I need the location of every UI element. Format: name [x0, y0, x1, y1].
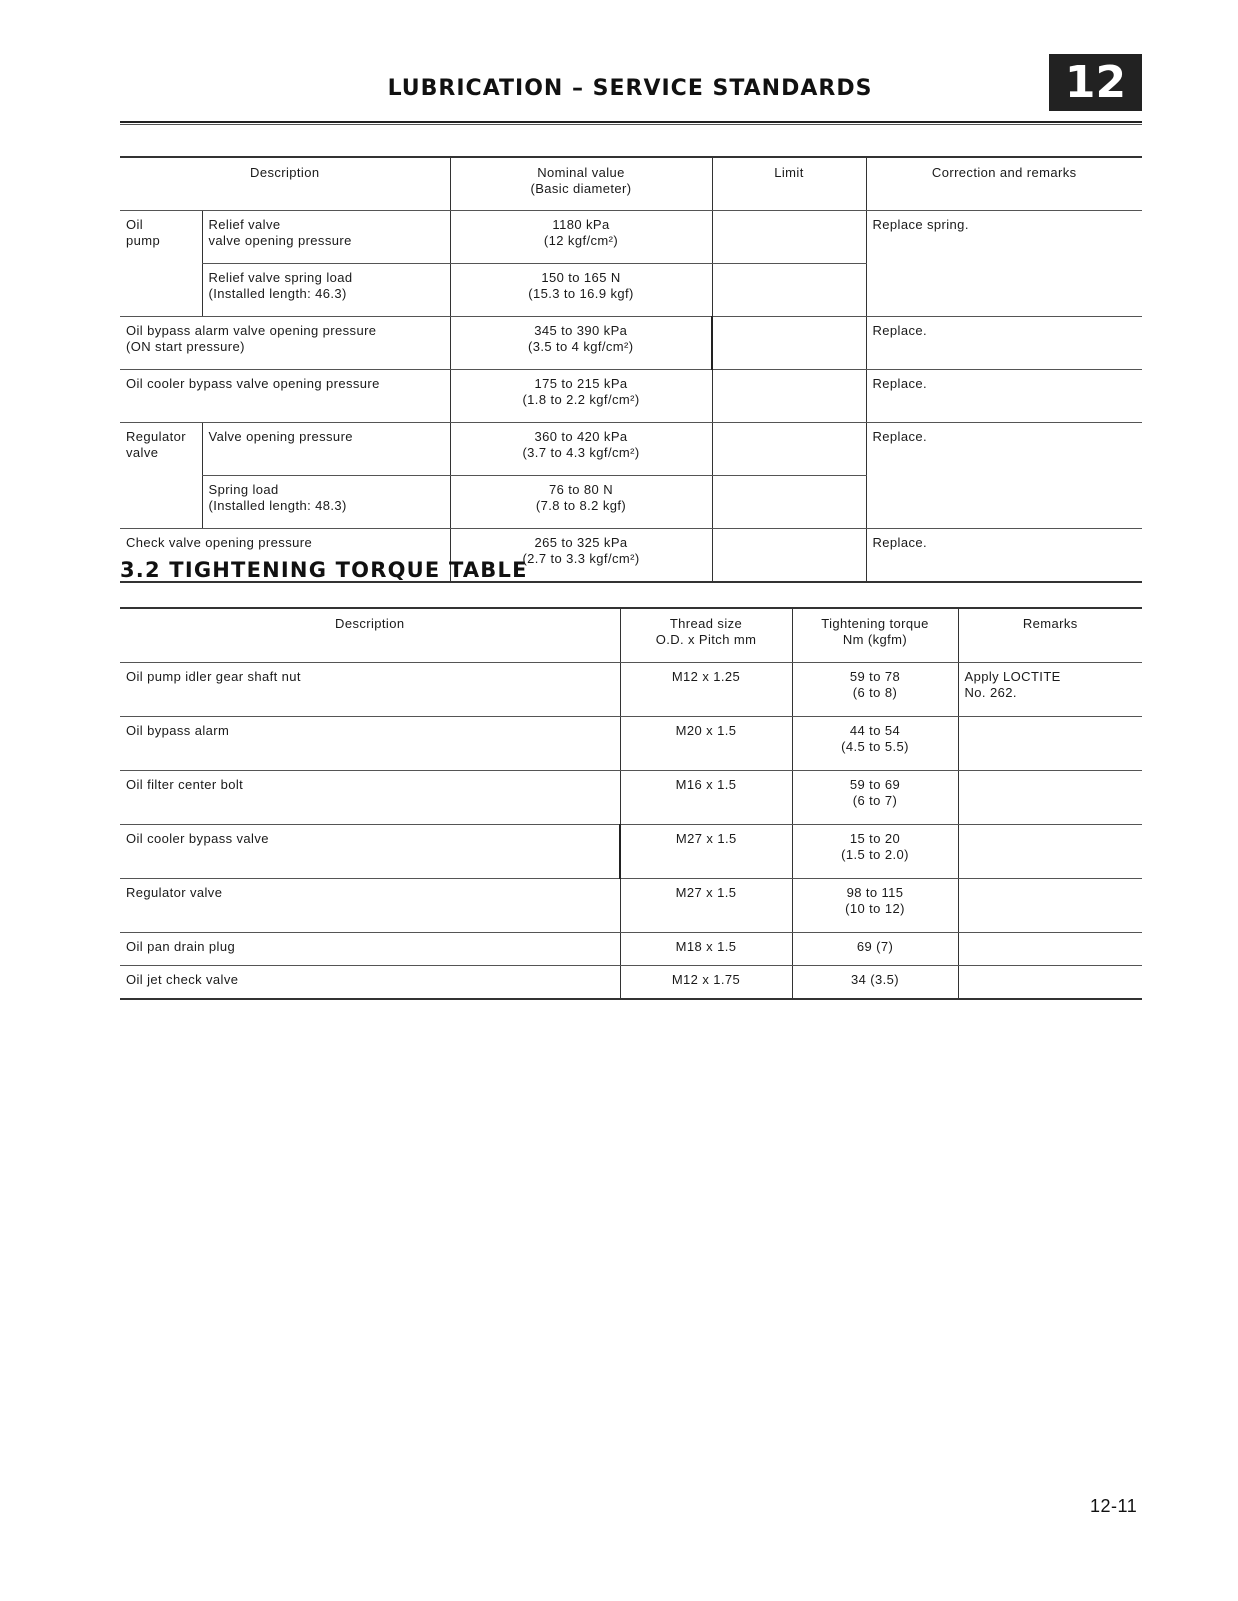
table-header-row — [120, 157, 1142, 211]
row-description: Oil bypass alarm valve opening pressure (ON start pressure) — [120, 317, 450, 370]
row-remarks: Replace spring. — [866, 211, 1142, 317]
row-nominal-value: 1180 kPa (12 kgf/cm²) — [450, 211, 712, 264]
table-row — [120, 771, 1142, 825]
row-torque: 69 (7) — [792, 933, 958, 966]
row-description: Oil cooler bypass valve opening pressure — [120, 370, 450, 423]
row-description: Oil bypass alarm — [120, 717, 620, 771]
row-description: Oil pump idler gear shaft nut — [120, 663, 620, 717]
row-nominal-value: 76 to 80 N (7.8 to 8.2 kgf) — [450, 476, 712, 529]
tightening-torque-table — [120, 607, 1142, 1000]
row-limit — [712, 264, 866, 317]
row-nominal-value: 265 to 325 kPa (2.7 to 3.3 kgf/cm²) — [450, 529, 712, 583]
row-description: Oil filter center bolt — [120, 771, 620, 825]
header-thread-size: Thread size O.D. x Pitch mm — [620, 608, 792, 663]
header-limit: Limit — [712, 157, 866, 211]
row-description: Relief valve valve opening pressure — [202, 211, 450, 264]
row-limit — [712, 476, 866, 529]
row-remarks — [958, 879, 1142, 933]
row-description: Oil jet check valve — [120, 966, 620, 1000]
group-label-oil-pump: Oil pump — [120, 211, 202, 317]
page-number: 12-11 — [1090, 1496, 1138, 1516]
row-limit — [712, 423, 866, 476]
row-remarks — [958, 717, 1142, 771]
row-remarks — [958, 966, 1142, 1000]
header-correction-remarks: Correction and remarks — [866, 157, 1142, 211]
row-torque: 44 to 54 (4.5 to 5.5) — [792, 717, 958, 771]
row-description: Oil pan drain plug — [120, 933, 620, 966]
row-nominal-value: 360 to 420 kPa (3.7 to 4.3 kgf/cm²) — [450, 423, 712, 476]
table-row — [120, 317, 1142, 370]
row-torque: 59 to 69 (6 to 7) — [792, 771, 958, 825]
chapter-badge: 12 — [1049, 54, 1142, 111]
table-row — [120, 423, 1142, 476]
row-limit — [712, 529, 866, 583]
table-row — [120, 663, 1142, 717]
row-nominal-value: 345 to 390 kPa (3.5 to 4 kgf/cm²) — [450, 317, 712, 370]
row-remarks — [958, 825, 1142, 879]
row-thread-size: M27 x 1.5 — [620, 879, 792, 933]
table-row — [120, 717, 1142, 771]
row-description: Spring load (Installed length: 48.3) — [202, 476, 450, 529]
row-description: Relief valve spring load (Installed length: 46.3) — [202, 264, 450, 317]
row-torque: 15 to 20 (1.5 to 2.0) — [792, 825, 958, 879]
row-remarks: Replace. — [866, 529, 1142, 583]
header-tightening-torque: Tightening torque Nm (kgfm) — [792, 608, 958, 663]
header-nominal-value: Nominal value (Basic diameter) — [450, 157, 712, 211]
row-description: Check valve opening pressure — [120, 529, 450, 583]
row-thread-size: M18 x 1.5 — [620, 933, 792, 966]
row-remarks — [958, 933, 1142, 966]
row-torque: 98 to 115 (10 to 12) — [792, 879, 958, 933]
row-thread-size: M20 x 1.5 — [620, 717, 792, 771]
row-remarks: Replace. — [866, 423, 1142, 529]
row-limit — [712, 317, 866, 370]
row-remarks: Replace. — [866, 317, 1142, 370]
row-torque: 59 to 78 (6 to 8) — [792, 663, 958, 717]
row-thread-size: M12 x 1.25 — [620, 663, 792, 717]
row-limit — [712, 211, 866, 264]
row-remarks — [958, 771, 1142, 825]
row-limit — [712, 370, 866, 423]
table-row — [120, 370, 1142, 423]
header-description: Description — [120, 157, 450, 211]
table-row — [120, 879, 1142, 933]
row-nominal-value: 150 to 165 N (15.3 to 16.9 kgf) — [450, 264, 712, 317]
table-header-row — [120, 608, 1142, 663]
row-thread-size: M27 x 1.5 — [620, 825, 792, 879]
row-thread-size: M16 x 1.5 — [620, 771, 792, 825]
row-remarks: Replace. — [866, 370, 1142, 423]
row-torque: 34 (3.5) — [792, 966, 958, 1000]
section-heading: 3.2 TIGHTENING TORQUE TABLE — [120, 558, 528, 582]
row-description: Oil cooler bypass valve — [120, 825, 620, 879]
group-label-regulator-valve: Regulator valve — [120, 423, 202, 529]
table-row — [120, 211, 1142, 264]
row-remarks: Apply LOCTITE No. 262. — [958, 663, 1142, 717]
header-divider — [120, 121, 1142, 125]
row-thread-size: M12 x 1.75 — [620, 966, 792, 1000]
row-description: Valve opening pressure — [202, 423, 450, 476]
service-standards-table — [120, 156, 1142, 583]
header-remarks: Remarks — [958, 608, 1142, 663]
page-title: LUBRICATION – SERVICE STANDARDS — [387, 76, 873, 101]
row-description: Regulator valve — [120, 879, 620, 933]
table-row — [120, 966, 1142, 1000]
table-row — [120, 933, 1142, 966]
table-row — [120, 825, 1142, 879]
header-description: Description — [120, 608, 620, 663]
row-nominal-value: 175 to 215 kPa (1.8 to 2.2 kgf/cm²) — [450, 370, 712, 423]
